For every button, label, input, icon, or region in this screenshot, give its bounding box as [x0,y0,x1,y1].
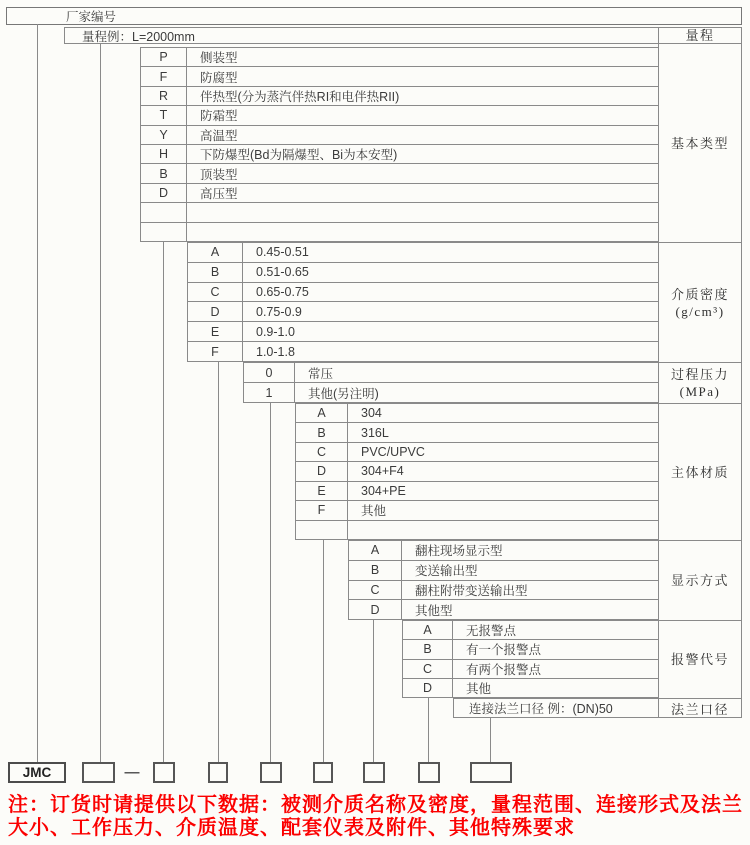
code-cell: F [296,501,348,519]
manufacturer-code-box [6,7,742,25]
code-cell: C [188,283,243,302]
table-row [141,87,658,106]
code-cell: B [296,423,348,441]
table-row [296,443,658,462]
table-row [349,561,658,581]
label-unit: (g/cm³) [675,303,725,319]
value-cell: 316L [361,425,389,440]
code-cell [296,521,348,539]
value-cell: 变送输出型 [415,564,478,579]
code-box-pressure [260,762,282,783]
label-text: 过程压力 [670,367,729,382]
table-row [296,521,658,539]
connector-line-manufacturer [37,24,38,763]
value-cell: 翻柱现场显示型 [415,544,503,559]
value-cell: 其他 [361,504,387,519]
value-cell [187,203,658,221]
code-cell: D [296,462,348,480]
code-cell: D [188,302,243,321]
code-cell: C [296,443,348,461]
code-cell: T [141,106,187,124]
table-row [244,363,658,383]
alarm-code-table [402,620,658,698]
code-cell: Y [141,126,187,144]
label-alarm-code [659,621,741,699]
value-cell: 0.51-0.65 [256,265,309,280]
connector-line-alarm [428,698,429,763]
table-row [349,600,658,619]
ordering-note-line1: 注：订货时请提供以下数据：被测介质名称及密度，量程范围、连接形式及法兰 [8,794,743,816]
code-box-alarm [418,762,440,783]
label-text: 量程 [685,28,715,43]
value-cell: 其他型 [415,603,453,618]
value-cell [348,521,658,539]
code-cell: F [141,67,187,85]
value-cell: 其他(另注明) [308,386,379,401]
code-cell: C [349,581,402,600]
manufacturer-code-label: 厂家编号 [66,10,117,24]
value-cell: 防腐型 [200,70,238,85]
code-cell: A [188,243,243,262]
body-material-table [295,403,658,540]
code-box-range [82,762,115,783]
code-box-display [363,762,385,783]
table-row [296,462,658,481]
table-row [188,263,658,283]
code-cell: D [403,679,453,697]
code-box-basic-type [153,762,175,783]
table-row [141,126,658,145]
model-prefix-box: JMC [8,762,66,783]
label-unit: (MPa) [679,384,721,399]
table-row [349,581,658,601]
ordering-note [8,794,750,840]
label-process-pressure [659,363,741,404]
code-cell: P [141,48,187,66]
code-cell: R [141,87,187,105]
value-cell: 伴热型(分为蒸汽伴热RI和电伴热RII) [200,90,400,105]
value-cell: 无报警点 [466,624,517,639]
code-cell: D [141,184,187,202]
code-cell: B [141,164,187,182]
connector-line-flange [490,718,491,763]
table-row [296,423,658,442]
table-row [141,184,658,203]
label-text: 主体材质 [670,464,729,480]
value-cell: 0.65-0.75 [256,285,309,300]
code-cell: B [403,640,453,658]
label-text: 显示方式 [670,573,729,588]
code-cell: 1 [244,383,295,402]
label-medium-density [659,243,741,363]
table-row [141,67,658,86]
label-text: 介质密度 [670,286,729,302]
table-row [141,106,658,125]
code-cell [141,223,187,241]
table-row [188,283,658,303]
connector-line-material [323,540,324,763]
label-body-material [659,404,741,541]
value-cell: PVC/UPVC [361,445,425,460]
table-row [296,482,658,501]
code-cell: B [349,561,402,580]
table-row [141,203,658,222]
value-cell: 有两个报警点 [466,662,542,677]
range-example-label: 量程例：L=2000mm [82,29,195,44]
medium-density-table [187,242,658,362]
code-cell: C [403,660,453,678]
label-display-mode [659,541,741,621]
code-cell: F [188,342,243,361]
value-cell: 1.0-1.8 [256,344,295,359]
code-cell: D [349,600,402,619]
model-code-dash: — [124,764,140,781]
table-row [141,48,658,67]
table-row [403,640,658,659]
connector-line-display [373,620,374,763]
table-row [188,302,658,322]
table-row [141,145,658,164]
connector-line-density [218,362,219,763]
table-row [454,699,658,717]
label-range [659,28,741,44]
code-cell: H [141,145,187,163]
table-row [403,660,658,679]
code-cell: B [188,263,243,282]
category-label-column [658,27,742,718]
code-cell: E [296,482,348,500]
table-row [188,342,658,361]
connector-line-pressure [270,403,271,763]
value-cell: 0.45-0.51 [256,245,309,260]
label-basic-type [659,44,741,243]
value-cell: 0.75-0.9 [256,304,302,319]
value-cell: 顶装型 [200,167,238,182]
value-cell [187,223,658,241]
code-cell: A [296,404,348,422]
flange-size-text: 连接法兰口径 例：(DN)50 [469,702,613,716]
value-cell: 304 [361,406,382,421]
value-cell: 高温型 [200,128,238,143]
connector-line-basic-type [163,242,164,763]
table-row [296,404,658,423]
code-cell: A [403,621,453,639]
label-text: 法兰口径 [670,701,729,717]
table-row [244,383,658,402]
ordering-note-line2: 大小、工作压力、介质温度、配套仪表及附件、其他特殊要求 [8,817,575,839]
code-cell [141,203,187,221]
table-row [403,621,658,640]
code-box-flange [470,762,512,783]
table-row [141,164,658,183]
basic-type-table [140,47,658,242]
value-cell: 304+PE [361,483,406,498]
label-text: 基本类型 [670,135,729,151]
label-flange-size [659,699,741,719]
code-box-density [208,762,228,783]
table-row [349,541,658,561]
table-row [296,501,658,520]
flange-size-row [453,698,658,718]
process-pressure-table [243,362,658,403]
value-cell: 翻柱附带变送输出型 [415,583,528,598]
code-box-material [313,762,333,783]
value-cell: 0.9-1.0 [256,324,295,339]
connector-line-range [100,43,101,763]
table-row [188,322,658,342]
value-cell: 其他 [466,681,492,696]
table-row [141,223,658,241]
value-cell: 高压型 [200,187,238,202]
value-cell: 下防爆型(Bd为隔爆型、Bi为本安型) [200,148,398,163]
code-cell: 0 [244,363,295,382]
table-row [403,679,658,697]
range-example-box [64,27,659,44]
value-cell: 防霜型 [200,109,238,124]
display-mode-table [348,540,658,620]
value-cell: 侧装型 [200,51,238,66]
value-cell: 有一个报警点 [466,643,542,658]
label-text: 报警代号 [670,652,729,667]
table-row [188,243,658,263]
value-cell: 304+F4 [361,464,404,479]
code-cell: A [349,541,402,560]
code-cell: E [188,322,243,341]
value-cell: 常压 [308,366,334,381]
